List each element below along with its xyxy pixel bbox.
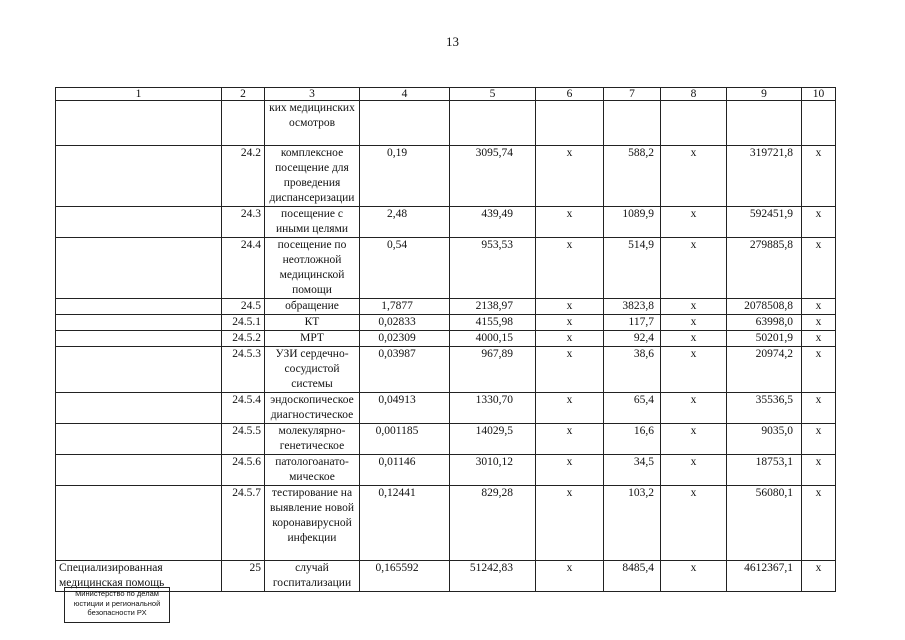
table-cell: 24.5.2 — [222, 331, 265, 347]
table-cell — [56, 315, 222, 331]
table-cell: 24.5.3 — [222, 347, 265, 393]
table-cell: 2078508,8 — [727, 299, 802, 315]
table-cell: 50201,9 — [727, 331, 802, 347]
table-cell: 592451,9 — [727, 207, 802, 238]
header-cell: 10 — [802, 88, 836, 101]
table-cell: 3010,12 — [450, 455, 536, 486]
table-cell: x — [536, 331, 604, 347]
table-cell: x — [536, 299, 604, 315]
table-cell — [360, 101, 450, 146]
table-cell — [56, 347, 222, 393]
table-cell: КТ — [265, 315, 360, 331]
table-row — [56, 207, 836, 238]
header-cell: 5 — [450, 88, 536, 101]
header-cell: 4 — [360, 88, 450, 101]
table-cell: x — [802, 238, 836, 299]
table-cell: x — [802, 315, 836, 331]
table-cell: 20974,2 — [727, 347, 802, 393]
table-cell — [56, 393, 222, 424]
table-cell: x — [802, 393, 836, 424]
table-cell: x — [802, 299, 836, 315]
table-cell — [604, 101, 661, 146]
table-cell: молекулярно-генетическое — [265, 424, 360, 455]
table-cell: посещение по неотложной медицинской помощи — [265, 238, 360, 299]
table-cell: x — [802, 424, 836, 455]
table-row — [56, 455, 836, 486]
table-cell: x — [536, 238, 604, 299]
table-cell: 2,48 — [360, 207, 450, 238]
table-cell: x — [536, 146, 604, 207]
stamp-line: Министерство по делам — [75, 589, 159, 598]
table-cell: 588,2 — [604, 146, 661, 207]
table-cell — [450, 101, 536, 146]
table-cell: 24.5.5 — [222, 424, 265, 455]
table-row — [56, 347, 836, 393]
table-cell: 51242,83 — [450, 561, 536, 592]
table-cell: 63998,0 — [727, 315, 802, 331]
table-cell: УЗИ сердечно-сосудистой системы — [265, 347, 360, 393]
table-cell: 439,49 — [450, 207, 536, 238]
table-cell — [56, 101, 222, 146]
table-cell — [56, 455, 222, 486]
table-cell: МРТ — [265, 331, 360, 347]
table-row — [56, 101, 836, 146]
table-cell — [222, 101, 265, 146]
table-cell: 92,4 — [604, 331, 661, 347]
table-cell: 953,53 — [450, 238, 536, 299]
table-cell: 24.2 — [222, 146, 265, 207]
stamp-line: юстиции и региональной — [73, 598, 161, 608]
table-cell — [56, 238, 222, 299]
table-cell: эндоскопическое диагностическое — [265, 393, 360, 424]
table-cell: 25 — [222, 561, 265, 592]
table-cell: 8485,4 — [604, 561, 661, 592]
table-cell: x — [536, 207, 604, 238]
table-cell: x — [661, 315, 727, 331]
header-cell: 2 — [222, 88, 265, 101]
table-cell: 1,7877 — [360, 299, 450, 315]
table-cell: x — [661, 424, 727, 455]
table-cell: x — [661, 455, 727, 486]
table-cell: x — [536, 455, 604, 486]
table-cell: 18753,1 — [727, 455, 802, 486]
table-cell — [56, 331, 222, 347]
table-cell: 24.4 — [222, 238, 265, 299]
table-cell — [536, 101, 604, 146]
table-cell: x — [802, 561, 836, 592]
table-cell: Специализированная медицинская помощь — [56, 561, 222, 592]
table-cell: 2138,97 — [450, 299, 536, 315]
ministry-stamp — [64, 587, 170, 623]
table-cell — [56, 207, 222, 238]
table-cell: x — [661, 299, 727, 315]
header-cell: 3 — [265, 88, 360, 101]
table-cell: x — [661, 393, 727, 424]
table-cell: комплексное посещение для проведения диспансеризации — [265, 146, 360, 207]
table-cell: x — [802, 331, 836, 347]
table-cell: 24.5.4 — [222, 393, 265, 424]
table-cell: 24.3 — [222, 207, 265, 238]
header-cell: 9 — [727, 88, 802, 101]
table-cell: 35536,5 — [727, 393, 802, 424]
table-cell: 4612367,1 — [727, 561, 802, 592]
header-row — [56, 88, 836, 101]
table-row — [56, 486, 836, 561]
table-cell: 24.5.7 — [222, 486, 265, 561]
table-cell: 279885,8 — [727, 238, 802, 299]
table-cell: 829,28 — [450, 486, 536, 561]
table-cell: x — [802, 207, 836, 238]
table-cell — [56, 424, 222, 455]
table-cell: посещение с иными целями — [265, 207, 360, 238]
table-cell: 1330,70 — [450, 393, 536, 424]
table-cell: тестирование на выявление новой коронавирусной инфекции — [265, 486, 360, 561]
table-cell: x — [661, 146, 727, 207]
table-cell: 967,89 — [450, 347, 536, 393]
table-cell: случай госпитализации — [265, 561, 360, 592]
table-cell: x — [661, 331, 727, 347]
table-cell: 0,02833 — [360, 315, 450, 331]
table-cell: x — [536, 424, 604, 455]
table-cell — [802, 101, 836, 146]
header-cell: 8 — [661, 88, 727, 101]
table-cell: 24.5.6 — [222, 455, 265, 486]
header-cell: 6 — [536, 88, 604, 101]
table-cell: x — [536, 315, 604, 331]
table-row — [56, 561, 836, 592]
table-row — [56, 299, 836, 315]
stamp-line: безопасности РХ — [87, 608, 147, 617]
header-cell: 7 — [604, 88, 661, 101]
table-cell: 0,12441 — [360, 486, 450, 561]
table-cell: 117,7 — [604, 315, 661, 331]
table-cell: 3823,8 — [604, 299, 661, 315]
header-cell: 1 — [56, 88, 222, 101]
table-cell: 24.5.1 — [222, 315, 265, 331]
table-cell: 0,03987 — [360, 347, 450, 393]
table-cell — [727, 101, 802, 146]
table-cell: патологоанато-мическое — [265, 455, 360, 486]
table-cell: x — [802, 455, 836, 486]
data-table — [55, 87, 836, 592]
table-cell: 38,6 — [604, 347, 661, 393]
table-cell: 0,04913 — [360, 393, 450, 424]
table-cell: 0,02309 — [360, 331, 450, 347]
table-cell: x — [661, 486, 727, 561]
table-cell: обращение — [265, 299, 360, 315]
table-cell: 56080,1 — [727, 486, 802, 561]
table-cell: 16,6 — [604, 424, 661, 455]
table-cell: 514,9 — [604, 238, 661, 299]
table-cell: x — [536, 486, 604, 561]
table-cell — [661, 101, 727, 146]
table-row — [56, 146, 836, 207]
table-cell: x — [661, 561, 727, 592]
table-cell: x — [802, 486, 836, 561]
table-cell: 319721,8 — [727, 146, 802, 207]
table-cell: 9035,0 — [727, 424, 802, 455]
table-cell: 4000,15 — [450, 331, 536, 347]
table-cell — [56, 299, 222, 315]
table-cell: x — [661, 347, 727, 393]
table-cell: x — [802, 146, 836, 207]
table-cell: 0,19 — [360, 146, 450, 207]
table-cell: 34,5 — [604, 455, 661, 486]
table-row — [56, 424, 836, 455]
table-cell: x — [802, 347, 836, 393]
table-cell: 1089,9 — [604, 207, 661, 238]
table-cell — [56, 486, 222, 561]
table-cell — [56, 146, 222, 207]
table-row — [56, 238, 836, 299]
table-cell: 0,01146 — [360, 455, 450, 486]
table-cell: 0,54 — [360, 238, 450, 299]
table-cell: x — [661, 207, 727, 238]
table-cell: 0,001185 — [360, 424, 450, 455]
page-number: 13 — [446, 34, 459, 49]
table-cell: 24.5 — [222, 299, 265, 315]
table-cell: x — [661, 238, 727, 299]
table-cell: x — [536, 561, 604, 592]
table-cell: 103,2 — [604, 486, 661, 561]
table-cell: 65,4 — [604, 393, 661, 424]
table-cell: ких медицинских осмотров — [265, 101, 360, 146]
table-cell: 14029,5 — [450, 424, 536, 455]
table-cell: x — [536, 393, 604, 424]
table-row — [56, 315, 836, 331]
table-cell: 4155,98 — [450, 315, 536, 331]
table-cell: 3095,74 — [450, 146, 536, 207]
table-cell: x — [536, 347, 604, 393]
table-row — [56, 393, 836, 424]
table-row — [56, 331, 836, 347]
table-cell: 0,165592 — [360, 561, 450, 592]
